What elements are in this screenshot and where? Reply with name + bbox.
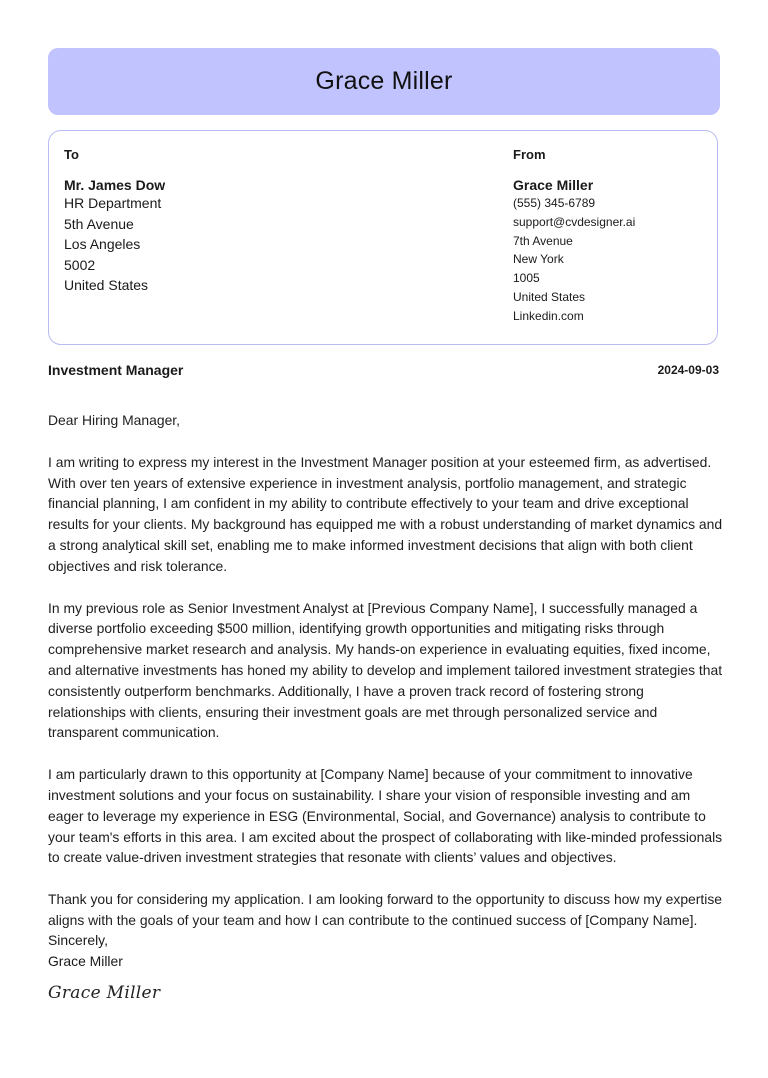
recipient-street: 5th Avenue bbox=[64, 215, 134, 232]
closing-name: Grace Miller bbox=[48, 953, 123, 969]
recipient-block bbox=[64, 147, 165, 296]
closing-phrase: Sincerely, bbox=[48, 932, 108, 948]
sender-street: 7th Avenue bbox=[513, 233, 573, 248]
recipient-postcode: 5002 bbox=[64, 256, 96, 273]
recipient-name: Mr. James Dow bbox=[64, 177, 166, 193]
sender-linkedin: Linkedin.com bbox=[513, 308, 584, 323]
recipient-department: HR Department bbox=[64, 195, 162, 211]
letter-body bbox=[48, 410, 723, 952]
page-title: Grace Miller bbox=[315, 67, 453, 95]
header-banner bbox=[48, 48, 720, 115]
body-paragraph-2: In my previous role as Senior Investment Analyst at [Previous Company Name], I successfully managed a diverse portfolio exceeding $500 million, identifying growth opportunities and mitigating risks through comprehensive market research and analysis. My hands-on experience in evaluating equities, fixed income, and alternative investments has honed my ability to develop and implement tailored investment strategies that consistently outperform benchmarks. Additionally, I have a proven track record of fostering strong relationships with clients, ensuring their investment goals are met through personalized service and transparent communication. bbox=[48, 599, 723, 741]
letter-date: 2024-09-03 bbox=[657, 363, 719, 377]
sender-block bbox=[513, 147, 635, 326]
address-box bbox=[48, 130, 718, 345]
handwritten-signature: Grace Miller bbox=[48, 983, 161, 1003]
sender-email: support@cvdesigner.ai bbox=[513, 214, 636, 229]
recipient-city: Los Angeles bbox=[64, 236, 141, 253]
sender-city: New York bbox=[513, 252, 564, 267]
sender-name: Grace Miller bbox=[513, 177, 594, 193]
body-paragraph-1: I am writing to express my interest in the Investment Manager position at your esteemed firm, as advertised. With over ten years of extensive experience in investment analysis, portfolio management, and strategic financial planning, I am confident in my ability to contribute effectively to your team and drive exceptional results for your clients. My background has equipped me with a robust understanding of market dynamics and a strong analytical skill set, enabling me to make informed investment decisions that align with both client objectives and risk tolerance. bbox=[48, 453, 723, 574]
sender-label: From bbox=[513, 147, 546, 162]
sender-phone: (555) 345-6789 bbox=[513, 196, 596, 210]
job-title: Investment Manager bbox=[48, 362, 184, 378]
recipient-label: To bbox=[64, 147, 79, 162]
closing-block bbox=[48, 930, 123, 972]
sender-postcode: 1005 bbox=[513, 271, 540, 286]
sender-country: United States bbox=[513, 289, 586, 304]
body-paragraph-4: Thank you for considering my application. I am looking forward to the opportunity to discuss how my expertise aligns with the goals of your team and how I can contribute to the continued success of [Company Name]. bbox=[48, 891, 723, 928]
body-paragraph-3: I am particularly drawn to this opportunity at [Company Name] because of your commitment to innovative investment solutions and your focus on sustainability. I share your vision of responsible investing and am eager to leverage my experience in ESG (Environmental, Social, and Governance) analysis to contribute to your team's efforts in this area. I am excited about the prospect of collaborating with like-minded professionals to create value-driven investment strategies that resonate with clients’ values and objectives. bbox=[48, 766, 723, 866]
salutation: Dear Hiring Manager, bbox=[48, 412, 181, 428]
recipient-country: United States bbox=[64, 277, 149, 294]
